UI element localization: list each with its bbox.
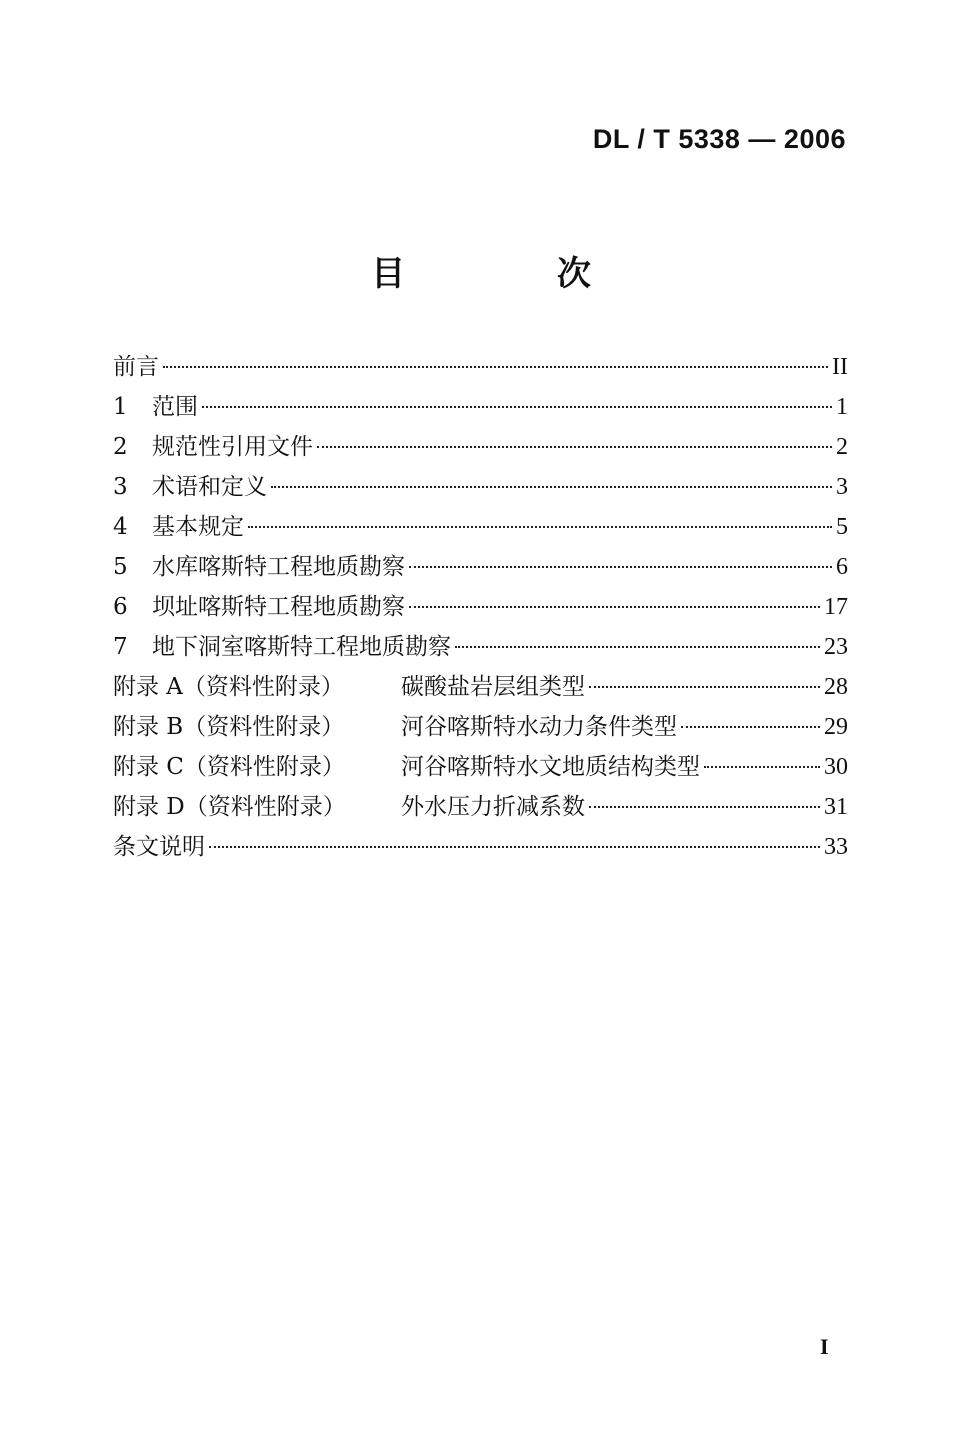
- toc-leader-dots: [589, 686, 820, 688]
- toc-entry-label: 范围: [152, 394, 198, 420]
- table-of-contents: [113, 348, 848, 868]
- toc-entry-label: 前言: [113, 354, 159, 380]
- toc-entry-label: 碳酸盐岩层组类型: [401, 674, 585, 700]
- toc-entry-appendix-c[interactable]: [113, 748, 848, 788]
- toc-entry-label: 条文说明: [113, 834, 205, 860]
- toc-leader-dots: [209, 846, 820, 848]
- toc-appendix-label: 附录 A（资料性附录）: [113, 674, 344, 700]
- toc-entry-page: 5: [836, 514, 848, 540]
- page-number: I: [820, 1334, 829, 1359]
- toc-entry-page: 1: [836, 394, 848, 420]
- toc-leader-dots: [409, 566, 832, 568]
- toc-entry-2[interactable]: [113, 428, 848, 468]
- toc-entry-label: 规范性引用文件: [152, 434, 313, 460]
- toc-entry-page: 6: [836, 554, 848, 580]
- toc-entry-page: 28: [824, 674, 848, 700]
- toc-appendix-label: 附录 D（资料性附录）: [113, 794, 346, 820]
- toc-entry-page: II: [832, 354, 848, 380]
- toc-entry-number: 5: [113, 554, 128, 580]
- toc-entry-number: 4: [113, 514, 128, 540]
- toc-entry-page: 23: [824, 634, 848, 660]
- toc-entry-label: 河谷喀斯特水动力条件类型: [401, 714, 677, 740]
- toc-entry-label: 外水压力折减系数: [401, 794, 585, 820]
- toc-entry-page: 3: [836, 474, 848, 500]
- toc-entry-7[interactable]: [113, 628, 848, 668]
- toc-entry-page: 31: [824, 794, 848, 820]
- toc-entry-page: 2: [836, 434, 848, 460]
- toc-entry-page: 33: [824, 834, 848, 860]
- toc-leader-dots: [271, 486, 832, 488]
- document-code: DL / T 5338 — 2006: [592, 124, 846, 154]
- toc-entry-label: 河谷喀斯特水文地质结构类型: [401, 754, 700, 780]
- toc-entry-3[interactable]: [113, 468, 848, 508]
- toc-entry-page: 17: [824, 594, 848, 620]
- toc-entry-4[interactable]: [113, 508, 848, 548]
- toc-entry-number: 1: [113, 394, 128, 420]
- toc-leader-dots: [589, 806, 820, 808]
- toc-entry-page: 30: [824, 754, 848, 780]
- toc-leader-dots: [704, 766, 820, 768]
- toc-entry-page: 29: [824, 714, 848, 740]
- toc-entry-explanation[interactable]: [113, 828, 848, 868]
- toc-entry-foreword[interactable]: [113, 348, 848, 388]
- toc-entry-appendix-a[interactable]: [113, 668, 848, 708]
- toc-entry-number: 6: [113, 594, 128, 620]
- toc-entry-appendix-b[interactable]: [113, 708, 848, 748]
- toc-entry-number: 2: [113, 434, 128, 460]
- toc-entry-label: 地下洞室喀斯特工程地质勘察: [152, 634, 451, 660]
- toc-entry-1[interactable]: [113, 388, 848, 428]
- toc-leader-dots: [409, 606, 820, 608]
- page-title: 目 次: [371, 254, 661, 294]
- toc-leader-dots: [681, 726, 820, 728]
- toc-leader-dots: [202, 406, 832, 408]
- toc-leader-dots: [163, 366, 828, 368]
- toc-entry-label: 水库喀斯特工程地质勘察: [152, 554, 405, 580]
- toc-entry-label: 坝址喀斯特工程地质勘察: [152, 594, 405, 620]
- toc-appendix-label: 附录 C（资料性附录）: [113, 754, 345, 780]
- toc-entry-6[interactable]: [113, 588, 848, 628]
- toc-appendix-label: 附录 B（资料性附录）: [113, 714, 345, 740]
- toc-leader-dots: [248, 526, 832, 528]
- toc-entry-label: 基本规定: [152, 514, 244, 540]
- toc-leader-dots: [317, 446, 832, 448]
- toc-entry-label: 术语和定义: [152, 474, 267, 500]
- toc-entry-5[interactable]: [113, 548, 848, 588]
- toc-entry-number: 3: [113, 474, 128, 500]
- toc-entry-number: 7: [113, 634, 128, 660]
- toc-leader-dots: [455, 646, 820, 648]
- toc-entry-appendix-d[interactable]: [113, 788, 848, 828]
